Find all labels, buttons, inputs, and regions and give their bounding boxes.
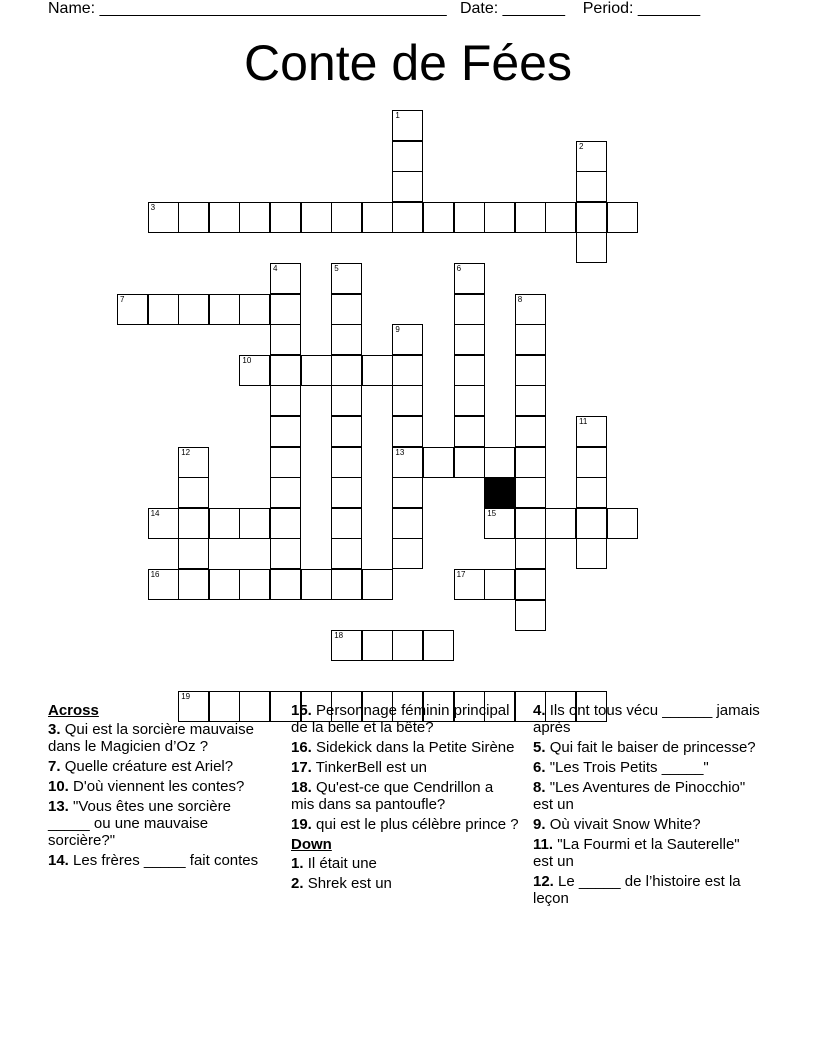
grid-cell[interactable] [270, 477, 301, 508]
grid-cell[interactable] [576, 232, 607, 263]
grid-cell[interactable] [331, 508, 362, 539]
grid-cell[interactable] [576, 477, 607, 508]
down-clue: 11. "La Fourmi et la Sauterelle" est un [533, 836, 740, 870]
down-clue: 4. Ils ont tous vécu ______ jamais après [533, 702, 760, 736]
across-clue: 3. Qui est la sorcière mauvaise dans le Magicien d’Oz ? [48, 721, 254, 755]
grid-cell[interactable] [239, 569, 270, 600]
grid-cell[interactable] [239, 294, 270, 325]
grid-cell[interactable] [515, 355, 546, 386]
across-clue: 16. Sidekick dans la Petite Sirène [291, 739, 515, 756]
grid-cell[interactable] [331, 569, 362, 600]
grid-cell[interactable] [607, 508, 638, 539]
grid-cell[interactable] [270, 263, 301, 294]
grid-cell[interactable] [270, 447, 301, 478]
grid-cell[interactable] [178, 202, 209, 233]
grid-cell[interactable] [117, 294, 148, 325]
grid-cell[interactable] [576, 202, 607, 233]
grid-cell[interactable] [270, 355, 301, 386]
grid-cell[interactable] [301, 355, 332, 386]
grid-cell[interactable] [454, 569, 485, 600]
grid-cell[interactable] [331, 538, 362, 569]
clue-number: 8 [517, 294, 523, 304]
date-label: Date: [459, 0, 499, 17]
across-clue: 15. Personnage féminin principal de la belle et la bête? [291, 702, 510, 736]
grid-cell[interactable] [270, 202, 301, 233]
period-label: Period: [582, 0, 634, 17]
grid-cell[interactable] [270, 508, 301, 539]
grid-cell[interactable] [178, 447, 209, 478]
grid-cell[interactable] [178, 569, 209, 600]
grid-cell[interactable] [484, 447, 515, 478]
grid-cell[interactable] [301, 569, 332, 600]
grid-cell[interactable] [392, 538, 423, 569]
grid-cell[interactable] [362, 569, 393, 600]
grid-cell[interactable] [515, 385, 546, 416]
grid-cell[interactable] [331, 630, 362, 661]
grid-cell[interactable] [209, 294, 240, 325]
grid-cell[interactable] [270, 294, 301, 325]
clue-number: 3 [150, 202, 156, 212]
clue-number: 16 [150, 570, 160, 579]
clue-number: 14 [150, 508, 160, 518]
clue-number: 15 [487, 508, 497, 518]
black-cell [484, 477, 515, 508]
grid-cell[interactable] [362, 202, 393, 233]
grid-cell[interactable] [362, 630, 393, 661]
grid-cell[interactable] [454, 202, 485, 233]
across-clue: 18. Qu'est-ce que Cendrillon a mis dans sa pantoufle? [291, 779, 494, 813]
grid-cell[interactable] [392, 385, 423, 416]
grid-cell[interactable] [331, 294, 362, 325]
down-clue: 6. "Les Trois Petits _____" [533, 759, 709, 776]
grid-cell[interactable] [515, 600, 546, 631]
grid-cell[interactable] [239, 202, 270, 233]
across-clue: 7. Quelle créature est Ariel? [48, 758, 234, 775]
grid-cell[interactable] [209, 202, 240, 233]
grid-cell[interactable] [331, 355, 362, 386]
grid-cell[interactable] [331, 202, 362, 233]
grid-cell[interactable] [545, 508, 576, 539]
grid-cell[interactable] [301, 202, 332, 233]
grid-cell[interactable] [454, 355, 485, 386]
grid-cell[interactable] [392, 202, 423, 233]
grid-cell[interactable] [545, 202, 576, 233]
grid-cell[interactable] [484, 202, 515, 233]
grid-cell[interactable] [239, 508, 270, 539]
grid-cell[interactable] [454, 263, 485, 294]
grid-cell[interactable] [178, 508, 209, 539]
name-line[interactable]: _______________________________________ [99, 0, 447, 17]
grid-cell[interactable] [515, 508, 546, 539]
grid-cell[interactable] [148, 294, 179, 325]
grid-cell[interactable] [454, 385, 485, 416]
grid-cell[interactable] [484, 508, 515, 539]
grid-cell[interactable] [454, 324, 485, 355]
down-heading: Down [291, 836, 332, 853]
grid-cell[interactable] [392, 324, 423, 355]
clue-number: 9 [395, 325, 400, 335]
down-clue: 9. Où vivait Snow White? [533, 816, 701, 833]
grid-cell[interactable] [515, 569, 546, 600]
grid-cell[interactable] [607, 202, 638, 233]
grid-cell[interactable] [392, 110, 423, 141]
clue-number: 1 [395, 111, 400, 120]
grid-cell[interactable] [331, 416, 362, 447]
grid-cell[interactable] [331, 263, 362, 294]
clues-column-3 [533, 702, 761, 910]
grid-cell[interactable] [392, 141, 423, 172]
grid-cell[interactable] [392, 508, 423, 539]
clue-number: 12 [181, 447, 191, 457]
grid-cell[interactable] [331, 477, 362, 508]
grid-cell[interactable] [239, 355, 270, 386]
across-clue: 13. "Vous êtes une sorcière _____ ou une mauvaise sorcière?" [48, 798, 231, 849]
grid-cell[interactable] [331, 447, 362, 478]
grid-cell[interactable] [576, 171, 607, 202]
grid-cell[interactable] [515, 294, 546, 325]
grid-cell[interactable] [209, 569, 240, 600]
grid-cell[interactable] [270, 385, 301, 416]
clue-number: 6 [456, 264, 462, 273]
grid-cell[interactable] [515, 324, 546, 355]
grid-cell[interactable] [515, 447, 546, 478]
grid-cell[interactable] [362, 355, 393, 386]
grid-cell[interactable] [178, 294, 209, 325]
grid-cell[interactable] [423, 630, 454, 661]
across-clue: 14. Les frères _____ fait contes [48, 852, 259, 869]
grid-cell[interactable] [423, 447, 454, 478]
clues-column-2 [291, 702, 519, 895]
clue-number: 5 [334, 264, 339, 273]
down-clue: 5. Qui fait le baiser de princesse? [533, 739, 756, 756]
clue-number: 7 [120, 294, 125, 304]
grid-cell[interactable] [178, 477, 209, 508]
clue-number: 2 [579, 141, 584, 151]
grid-cell[interactable] [423, 202, 454, 233]
grid-cell[interactable] [392, 477, 423, 508]
down-clue: 8. "Les Aventures de Pinocchio" est un [533, 779, 746, 813]
grid-cell[interactable] [392, 630, 423, 661]
grid-cell[interactable] [331, 324, 362, 355]
grid-cell[interactable] [484, 569, 515, 600]
across-clue: 17. TinkerBell est un [291, 759, 427, 776]
across-clue: 10. D'où viennent les contes? [48, 778, 245, 795]
grid-cell[interactable] [148, 569, 179, 600]
clue-number: 11 [579, 417, 588, 426]
grid-cell[interactable] [576, 538, 607, 569]
across-clue: 19. qui est le plus célèbre prince ? [291, 816, 519, 833]
clues-column-1 [48, 702, 276, 872]
page-title: Conte de Fées [244, 35, 572, 91]
grid-cell[interactable] [576, 416, 607, 447]
clue-number: 13 [395, 447, 405, 457]
grid-cell[interactable] [392, 171, 423, 202]
date-line[interactable]: _______ [502, 0, 565, 17]
grid-cell[interactable] [576, 447, 607, 478]
clue-number: 10 [242, 355, 252, 365]
down-clue: 2. Shrek est un [291, 875, 392, 892]
clue-number: 17 [456, 570, 466, 579]
grid-cell[interactable] [270, 416, 301, 447]
clue-number: 19 [181, 692, 191, 702]
down-clue: 12. Le _____ de l’histoire est la leçon [533, 873, 741, 907]
grid-cell[interactable] [270, 538, 301, 569]
period-line[interactable]: _______ [637, 0, 701, 17]
grid-cell[interactable] [392, 416, 423, 447]
across-heading: Across [48, 702, 99, 719]
grid-cell[interactable] [515, 202, 546, 233]
grid-cell[interactable] [576, 141, 607, 172]
down-clue: 1. Il était une [291, 855, 377, 872]
name-label: Name: [48, 0, 96, 17]
grid-cell[interactable] [331, 385, 362, 416]
grid-cell[interactable] [515, 538, 546, 569]
clue-number: 4 [273, 264, 278, 273]
grid-cell[interactable] [515, 477, 546, 508]
grid-cell[interactable] [178, 538, 209, 569]
grid-cell[interactable] [209, 508, 240, 539]
grid-cell[interactable] [515, 416, 546, 447]
grid-cell[interactable] [454, 294, 485, 325]
clue-number: 18 [334, 631, 344, 641]
grid-cell[interactable] [392, 355, 423, 386]
grid-cell[interactable] [576, 508, 607, 539]
grid-cell[interactable] [148, 202, 179, 233]
grid-cell[interactable] [454, 416, 485, 447]
grid-cell[interactable] [392, 447, 423, 478]
grid-cell[interactable] [148, 508, 179, 539]
grid-cell[interactable] [270, 324, 301, 355]
grid-cell[interactable] [270, 569, 301, 600]
grid-cell[interactable] [454, 447, 485, 478]
